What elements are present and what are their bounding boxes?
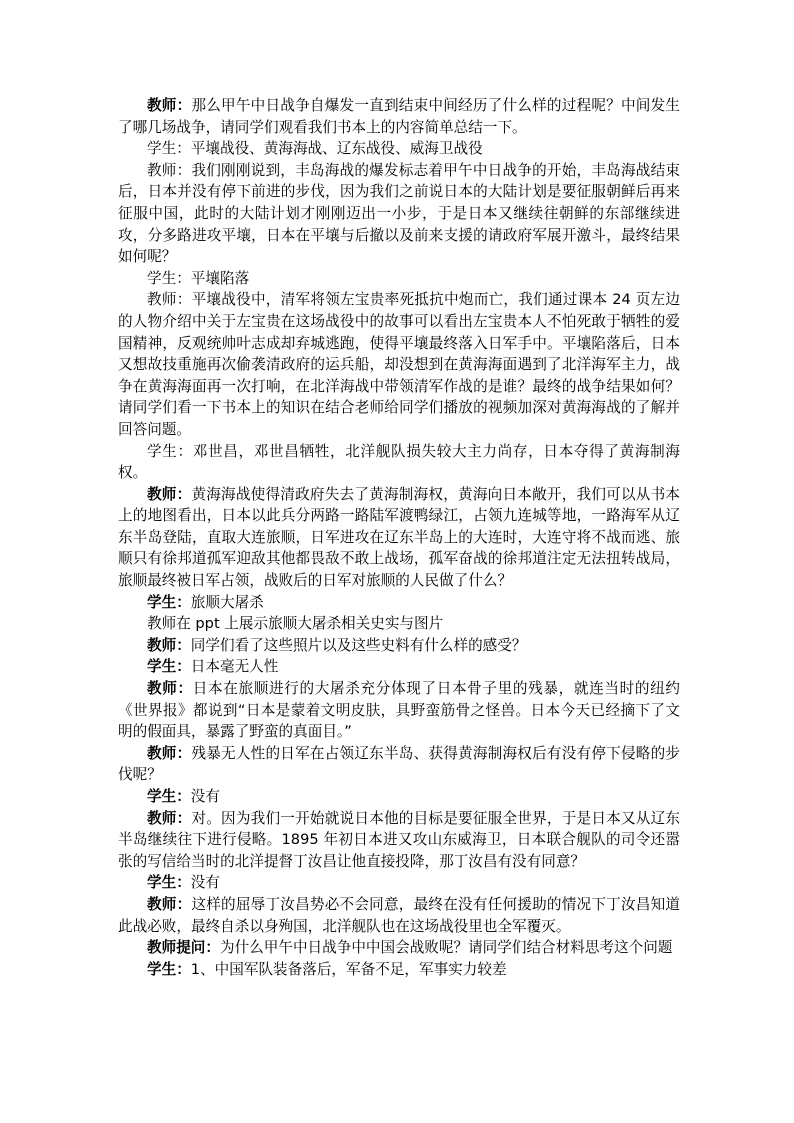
paragraph xyxy=(118,872,680,894)
paragraph-text: 1、中国军队装备落后，军备不足，军事实力较差 xyxy=(190,960,507,978)
paragraph xyxy=(118,743,680,786)
speaker-label: 学生： xyxy=(147,788,191,805)
speaker-label: 教师： xyxy=(147,97,192,114)
speaker-label: 教师： xyxy=(147,291,192,309)
paragraph xyxy=(118,894,680,937)
paragraph-text: 旅顺大屠杀 xyxy=(190,593,264,611)
paragraph xyxy=(118,808,680,873)
speaker-label: 学生： xyxy=(147,140,191,158)
paragraph-text: 这样的屈辱丁汝昌势必不会同意，最终在没有任何援助的情况下丁汝昌知道此战必败，最终自杀以身殉国，北洋舰队也在这场战役里也全军覆灭。 xyxy=(118,895,680,935)
speaker-label: 教师： xyxy=(147,744,192,762)
document-body xyxy=(118,95,680,980)
paragraph-text: 我们刚刚说到，丰岛海战的爆发标志着甲午中日战争的开始，丰岛海战结束后，日本并没有停下前进的步伐，因为我们之前说日本的大陆计划是要征服朝鲜后再来征服中国，此时的大陆计划才刚刚迈出一小步，于是日本又继续往朝鲜的东部继续进攻，分多路进攻平壤，日本在平壤与后撤以及前来支援的请政府军展开激斗，最终结果如何呢？ xyxy=(118,161,680,266)
paragraph xyxy=(118,441,680,484)
paragraph-text: 平壤战役中，清军将领左宝贵率死抵抗中炮而亡，我们通过课本 24 页左边的人物介绍中关于左宝贵在这场战役中的故事可以看出左宝贵本人不怕死敢于牺牲的爱国精神，反观统帅叶志成却弃城逃跑，使得平壤最终落入日军手中。平壤陷落后，日本又想故技重施再次偷袭清政府的运兵船，却没想到在黄海海面遇到了北洋海军主力，战争在黄海海面再一次打响，在北洋海战中带领清军作战的是谁？最终的战争结果如何？请同学们看一下书本上的知识在结合老师给同学们播放的视频加深对黄海海战的了解并回答问题。 xyxy=(118,291,680,438)
paragraph-text: 没有 xyxy=(190,788,220,805)
paragraph xyxy=(118,268,680,290)
paragraph xyxy=(118,959,680,981)
paragraph xyxy=(118,138,680,160)
speaker-label: 学生： xyxy=(147,442,193,460)
paragraph-text: 教师在 ppt 上展示旅顺大屠杀相关史实与图片 xyxy=(147,615,444,633)
paragraph-text: 黄海海战使得清政府失去了黄海制海权，黄海向日本敞开，我们可以从书本上的地图看出，日本以此兵分两路一路陆军渡鸭绿江，占领九连城等地，一路海军从辽东半岛登陆，直取大连旅顺，日军进攻在辽东半岛上的大连时，大连守将不战而逃、旅顺只有徐邦道孤军迎敌其他都畏敌不敢上战场，孤军奋战的徐邦道注定无法扭转战局，旅顺最终被日军占领，战败后的日军对旅顺的人民做了什么？ xyxy=(118,485,680,590)
paragraph xyxy=(118,786,680,808)
speaker-label: 教师： xyxy=(147,161,192,179)
paragraph-text: 同学们看了这些照片以及这些史料有什么样的感受？ xyxy=(190,636,527,654)
paragraph xyxy=(118,160,680,268)
speaker-label: 学生： xyxy=(147,658,191,676)
speaker-label: 教师： xyxy=(147,895,192,913)
paragraph xyxy=(118,592,680,614)
paragraph xyxy=(118,95,680,138)
paragraph-text: 为什么甲午中日战争中中国会战败呢？请同学们结合材料思考这个问题 xyxy=(219,939,673,957)
paragraph-text: 对。因为我们一开始就说日本他的目标是要征服全世界，于是日本又从辽东半岛继续往下进行侵略。1895 年初日本进又攻山东威海卫，日本联合舰队的司令还嚣张的写信给当时的北洋提督丁汝昌让他直接投降，那丁汝昌有没有同意？ xyxy=(118,809,680,870)
paragraph-text: 日本在旅顺进行的大屠杀充分体现了日本骨子里的残暴，就连当时的纽约《世界报》都说到“日本是蒙着文明皮肤，具野蛮筋骨之怪兽。日本今天已经摘下了文明的假面具，暴露了野蛮的真面目。” xyxy=(118,680,680,741)
paragraph xyxy=(118,635,680,657)
paragraph-text: 残暴无人性的日军在占领辽东半岛、获得黄海制海权后有没有停下侵略的步伐呢？ xyxy=(118,744,680,784)
paragraph-text: 邓世昌，邓世昌牺牲，北洋舰队损失较大主力尚存，日本夺得了黄海制海权。 xyxy=(118,442,680,482)
paragraph xyxy=(118,484,680,592)
speaker-label: 学生： xyxy=(147,874,191,892)
paragraph xyxy=(118,656,680,678)
paragraph-text: 日本毫无人性 xyxy=(190,658,279,676)
paragraph-text: 平壤陷落 xyxy=(190,269,250,287)
paragraph xyxy=(118,937,680,959)
speaker-label: 教师： xyxy=(147,680,193,698)
paragraph-text: 没有 xyxy=(190,874,220,892)
paragraph xyxy=(118,289,680,440)
paragraph-text: 那么甲午中日战争自爆发一直到结束中间经历了什么样的过程呢？中间发生了哪几场战争，请同学们观看我们书本上的内容简单总结一下。 xyxy=(118,97,680,136)
paragraph-text: 平壤战役、黄海海战、辽东战役、威海卫战役 xyxy=(190,140,483,158)
speaker-label: 学生： xyxy=(147,960,191,978)
speaker-label: 学生： xyxy=(147,593,191,611)
speaker-label: 教师： xyxy=(147,636,191,654)
speaker-label: 教师： xyxy=(147,485,192,503)
speaker-label: 学生： xyxy=(147,269,191,287)
paragraph xyxy=(118,678,680,743)
speaker-label: 教师提问： xyxy=(147,939,220,957)
speaker-label: 教师： xyxy=(147,809,192,827)
paragraph xyxy=(118,613,680,635)
